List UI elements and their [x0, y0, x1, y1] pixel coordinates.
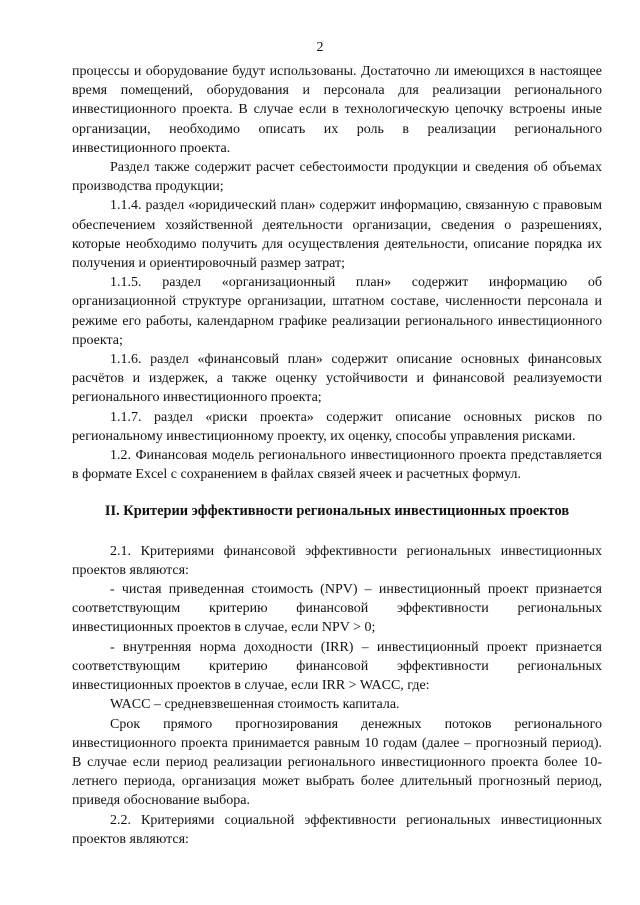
wacc-definition: WACC – средневзвешенная стоимость капитала. — [110, 697, 400, 713]
paragraph: процессы и оборудование будут использованы. Достаточно ли имеющихся в настоящее время помещений, оборудования и персонала для реализации регионального инвестиционного проекта. В случае если в технологическую цепочку встроены иные организации, необходимо описать их роль в реализации регионального инвестиционного проекта. — [72, 64, 602, 156]
page-number: 2 — [316, 40, 324, 55]
document-body — [72, 62, 602, 849]
list-item-npv: - чистая приведенная стоимость (NPV) – инвестиционный проект признается соответствующим критерию финансовой эффективности региональных инвестиционных проектов в случае, если NPV > 0; — [72, 582, 602, 636]
paragraph-1-1-5: 1.1.5. раздел «организационный план» содержит информацию об организационной структуре организации, штатном составе, численности персонала и режиме его работы, календарном графике реализации регионального инвестиционного проекта; — [72, 275, 602, 348]
paragraph-2-1: 2.1. Критериями финансовой эффективности региональных инвестиционных проектов являются: — [72, 543, 602, 578]
list-item-irr: - внутренняя норма доходности (IRR) – инвестиционный проект признается соответствующим критерию финансовой эффективности региональных инвестиционных проектов в случае, если IRR > WACC, где: — [72, 639, 602, 694]
paragraph-1-1-4: 1.1.4. раздел «юридический план» содержит информацию, связанную с правовым обеспечением хозяйственной деятельности организации, сведения о разрешениях, которые необходимо получить для осуществления деятельности, описание порядка их получения и ориентировочный размер затрат; — [72, 198, 602, 272]
paragraph-1-1-7: 1.1.7. раздел «риски проекта» содержит описание основных рисков по региональному инвестиционному проекту, их оценку, способы управления рисками. — [72, 409, 602, 444]
paragraph-forecast-period: Срок прямого прогнозирования денежных потоков регионального инвестиционного проекта принимается равным 10 годам (далее – прогнозный период). В случае если период реализации регионального инвестиционного проекта более 10-летнего периода, организация может выбрать более длительный прогнозный период, приведя обоснование выбора. — [72, 716, 602, 809]
paragraph-1-2: 1.2. Финансовая модель регионального инвестиционного проекта представляется в формате Excel с сохранением в файлах связей ячеек и расчетных формул. — [72, 448, 602, 483]
paragraph-1-1-6: 1.1.6. раздел «финансовый план» содержит описание основных финансовых расчётов и издержек, а также оценку устойчивости и финансовой реализуемости регионального инвестиционного проекта; — [72, 352, 602, 406]
section-heading: II. Критерии эффективности региональных инвестиционных проектов — [104, 503, 570, 520]
paragraph: Раздел также содержит расчет себестоимости продукции и сведения об объемах производства продукции; — [72, 160, 602, 195]
paragraph-2-2: 2.2. Критериями социальной эффективности региональных инвестиционных проектов являются: — [72, 812, 602, 847]
